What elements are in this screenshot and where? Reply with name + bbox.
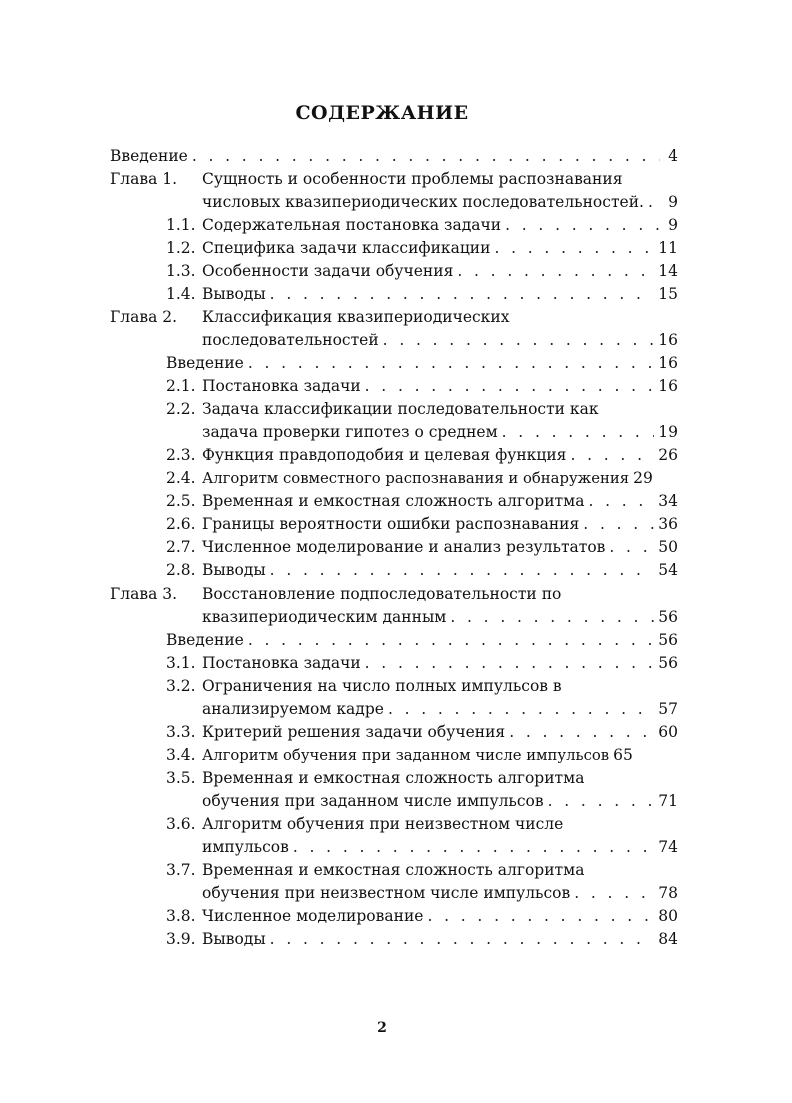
toc-entry-page: 16 <box>658 331 678 349</box>
toc-entry-text: Временная и емкостная сложность алгоритма <box>202 861 585 879</box>
toc-entry-page: 56 <box>658 608 678 626</box>
toc-entry-number: 2.4. <box>166 469 196 487</box>
toc-entry <box>166 629 678 651</box>
toc-entry-text: Задача классификации последовательности как <box>202 400 599 418</box>
toc-leader-dots <box>270 928 655 950</box>
page-title: СОДЕРЖАНИЕ <box>295 102 469 124</box>
toc-leader-dots <box>588 490 654 512</box>
toc-entry <box>166 905 678 927</box>
toc-entry <box>166 237 678 259</box>
toc-entry <box>166 767 678 789</box>
toc-entry <box>166 398 678 420</box>
toc-entry <box>202 790 678 812</box>
toc-leader-dots <box>248 352 654 374</box>
toc-leader-dots <box>648 191 660 213</box>
toc-entry <box>202 698 678 720</box>
toc-entry-page: 29 <box>633 469 653 487</box>
toc-entry-text: Алгоритм обучения при заданном числе импульсов <box>202 747 610 764</box>
toc-leader-dots <box>502 421 655 443</box>
toc-entry-number: 3.2. <box>166 677 196 695</box>
toc-entry-number: 1.4. <box>166 285 196 303</box>
toc-entry-number: 3.7. <box>166 861 196 879</box>
toc-entry-page: 9 <box>668 216 678 234</box>
toc-entry-number: 3.9. <box>166 930 196 948</box>
toc-leader-dots <box>248 629 654 651</box>
toc-entry <box>166 352 678 374</box>
toc-entry-page: 80 <box>658 907 678 925</box>
toc-entry-text: Численное моделирование и анализ результатов <box>202 538 606 556</box>
toc-entry-page: 16 <box>658 354 678 372</box>
toc-entry <box>166 444 678 466</box>
toc-entry <box>166 675 678 697</box>
toc-entry-number: 3.3. <box>166 723 196 741</box>
toc-entry-number: Глава 3. <box>110 585 178 603</box>
toc-entry-number: 2.1. <box>166 377 196 395</box>
toc-entry-number: 2.2. <box>166 400 196 418</box>
toc-entry-page: 78 <box>658 884 678 902</box>
toc-leader-dots <box>365 375 655 397</box>
toc-entry <box>166 260 678 282</box>
toc-leader-dots <box>570 444 654 466</box>
toc-entry-page: 34 <box>658 492 678 510</box>
toc-entry-page: 71 <box>658 792 678 810</box>
toc-entry <box>202 606 678 628</box>
toc-leader-dots <box>450 606 654 628</box>
toc-entry-number: 2.5. <box>166 492 196 510</box>
toc-entry-text: Временная и емкостная сложность алгоритма <box>202 769 585 787</box>
toc-entry-text: Введение <box>166 631 244 649</box>
toc-entry-text: Выводы <box>202 561 266 579</box>
toc-leader-dots <box>574 882 654 904</box>
toc-entry-page: 11 <box>658 239 678 257</box>
toc-entry-number: 1.1. <box>166 216 196 234</box>
toc-entry <box>110 145 678 167</box>
toc-entry <box>166 513 678 535</box>
toc-leader-dots <box>365 652 655 674</box>
toc-entry-text: числовых квазипериодических последовательностей. <box>202 193 644 211</box>
toc-entry <box>166 375 678 397</box>
toc-entry <box>166 859 678 881</box>
toc-entry-page: 26 <box>658 446 678 464</box>
toc-entry-page: 56 <box>658 654 678 672</box>
toc-entry-text: обучения при заданном числе импульсов <box>202 792 544 810</box>
toc-entry-text: анализируемом кадре <box>202 700 384 718</box>
toc-entry-text: квазипериодическим данным <box>202 608 447 626</box>
toc-entry-text: Выводы <box>202 285 266 303</box>
toc-leader-dots <box>494 237 654 259</box>
toc-entry-number: 2.7. <box>166 538 196 556</box>
toc-entry-text: Содержательная постановка задачи <box>202 216 502 234</box>
toc-entry-text: импульсов <box>202 838 289 856</box>
toc-leader-dots <box>509 721 654 743</box>
toc-entry-number: 2.3. <box>166 446 196 464</box>
toc-entry-text: Функция правдоподобия и целевая функция <box>202 446 567 464</box>
toc-entry-page: 74 <box>658 838 678 856</box>
toc-entry-number: 1.2. <box>166 239 196 257</box>
toc-leader-dots <box>609 536 654 558</box>
toc-entry-text: Введение <box>110 147 188 165</box>
toc-entry-number: 3.6. <box>166 815 196 833</box>
toc-entry <box>166 652 678 674</box>
toc-leader-dots <box>270 559 655 581</box>
toc-entry-page: 60 <box>658 723 678 741</box>
toc-entry-text: Классификация квазипериодических <box>202 308 510 326</box>
toc-entry-page: 19 <box>658 423 678 441</box>
toc-entry-number: 2.8. <box>166 561 196 579</box>
toc-entry-text: Особенности задачи обучения <box>202 262 454 280</box>
toc-entry <box>166 559 678 581</box>
toc-leader-dots <box>388 698 654 720</box>
toc-leader-dots <box>505 214 660 236</box>
toc-entry-text: Восстановление подпоследовательности по <box>202 585 562 603</box>
toc-entry <box>110 168 678 190</box>
toc-entry <box>110 583 678 605</box>
toc-entry-text: Сущность и особенности проблемы распознавания <box>202 170 623 188</box>
toc-entry-text: Границы вероятности ошибки распознавания <box>202 515 580 533</box>
toc-entry-page: 36 <box>658 515 678 533</box>
toc-entry <box>166 744 678 766</box>
toc-entry-page: 84 <box>658 930 678 948</box>
toc-entry-text: Постановка задачи <box>202 377 361 395</box>
toc-entry-number: 3.1. <box>166 654 196 672</box>
toc-entry-page: 14 <box>658 262 678 280</box>
toc-entry-page: 15 <box>658 285 678 303</box>
toc-entry <box>166 283 678 305</box>
toc-entry <box>166 490 678 512</box>
toc-entry-number: Глава 1. <box>110 170 178 188</box>
toc-entry <box>166 214 678 236</box>
toc-entry-text: Алгоритм обучения при неизвестном числе <box>202 815 564 833</box>
toc-entry <box>166 467 678 489</box>
toc-entry-text: Специфика задачи классификации <box>202 239 491 257</box>
toc-entry-page: 56 <box>658 631 678 649</box>
toc-entry <box>202 421 678 443</box>
toc-entry-text: Критерий решения задачи обучения <box>202 723 506 741</box>
toc-entry-page: 4 <box>668 147 678 165</box>
toc-leader-dots <box>427 905 654 927</box>
toc-entry-text: Выводы <box>202 930 266 948</box>
toc-leader-dots <box>457 260 654 282</box>
toc-entry-page: 50 <box>658 538 678 556</box>
toc-entry-page: 16 <box>658 377 678 395</box>
toc-leader-dots <box>548 790 655 812</box>
toc-entry-text: обучения при неизвестном числе импульсов <box>202 884 571 902</box>
toc-entry <box>110 306 678 328</box>
toc-entry-number: 3.8. <box>166 907 196 925</box>
toc-entry-page: 65 <box>613 746 633 764</box>
toc-entry-number: Глава 2. <box>110 308 178 326</box>
toc-entry <box>202 329 678 351</box>
toc-leader-dots <box>293 836 654 858</box>
toc-entry-number: 1.3. <box>166 262 196 280</box>
toc-entry-number: 2.6. <box>166 515 196 533</box>
toc-entry-text: Постановка задачи <box>202 654 361 672</box>
toc-entry <box>166 536 678 558</box>
toc-entry-text: Ограничения на число полных импульсов в <box>202 677 562 695</box>
toc-leader-dots <box>383 329 655 351</box>
toc-entry-page: 57 <box>658 700 678 718</box>
toc-entry <box>202 191 678 213</box>
toc-entry-number: 3.4. <box>166 746 196 764</box>
toc-entry-text: Алгоритм совместного распознавания и обнаружения <box>202 470 630 487</box>
toc-entry-text: последовательностей <box>202 331 379 349</box>
toc-entry <box>166 813 678 835</box>
toc-entry <box>202 836 678 858</box>
toc-entry-page: 9 <box>668 193 678 211</box>
toc-entry-number: 3.5. <box>166 769 196 787</box>
toc-entry-page: 54 <box>658 561 678 579</box>
toc-leader-dots <box>270 283 655 305</box>
toc-entry-text: задача проверки гипотез о среднем <box>202 423 498 441</box>
toc-entry <box>166 928 678 950</box>
toc-entry-text: Временная и емкостная сложность алгоритма <box>202 492 585 510</box>
toc-entry-text: Введение <box>166 354 244 372</box>
toc-leader-dots <box>192 145 660 167</box>
toc-leader-dots <box>583 513 654 535</box>
toc-entry <box>202 882 678 904</box>
toc-entry-text: Численное моделирование <box>202 907 424 925</box>
page-number: 2 <box>377 1020 387 1036</box>
toc-entry <box>166 721 678 743</box>
